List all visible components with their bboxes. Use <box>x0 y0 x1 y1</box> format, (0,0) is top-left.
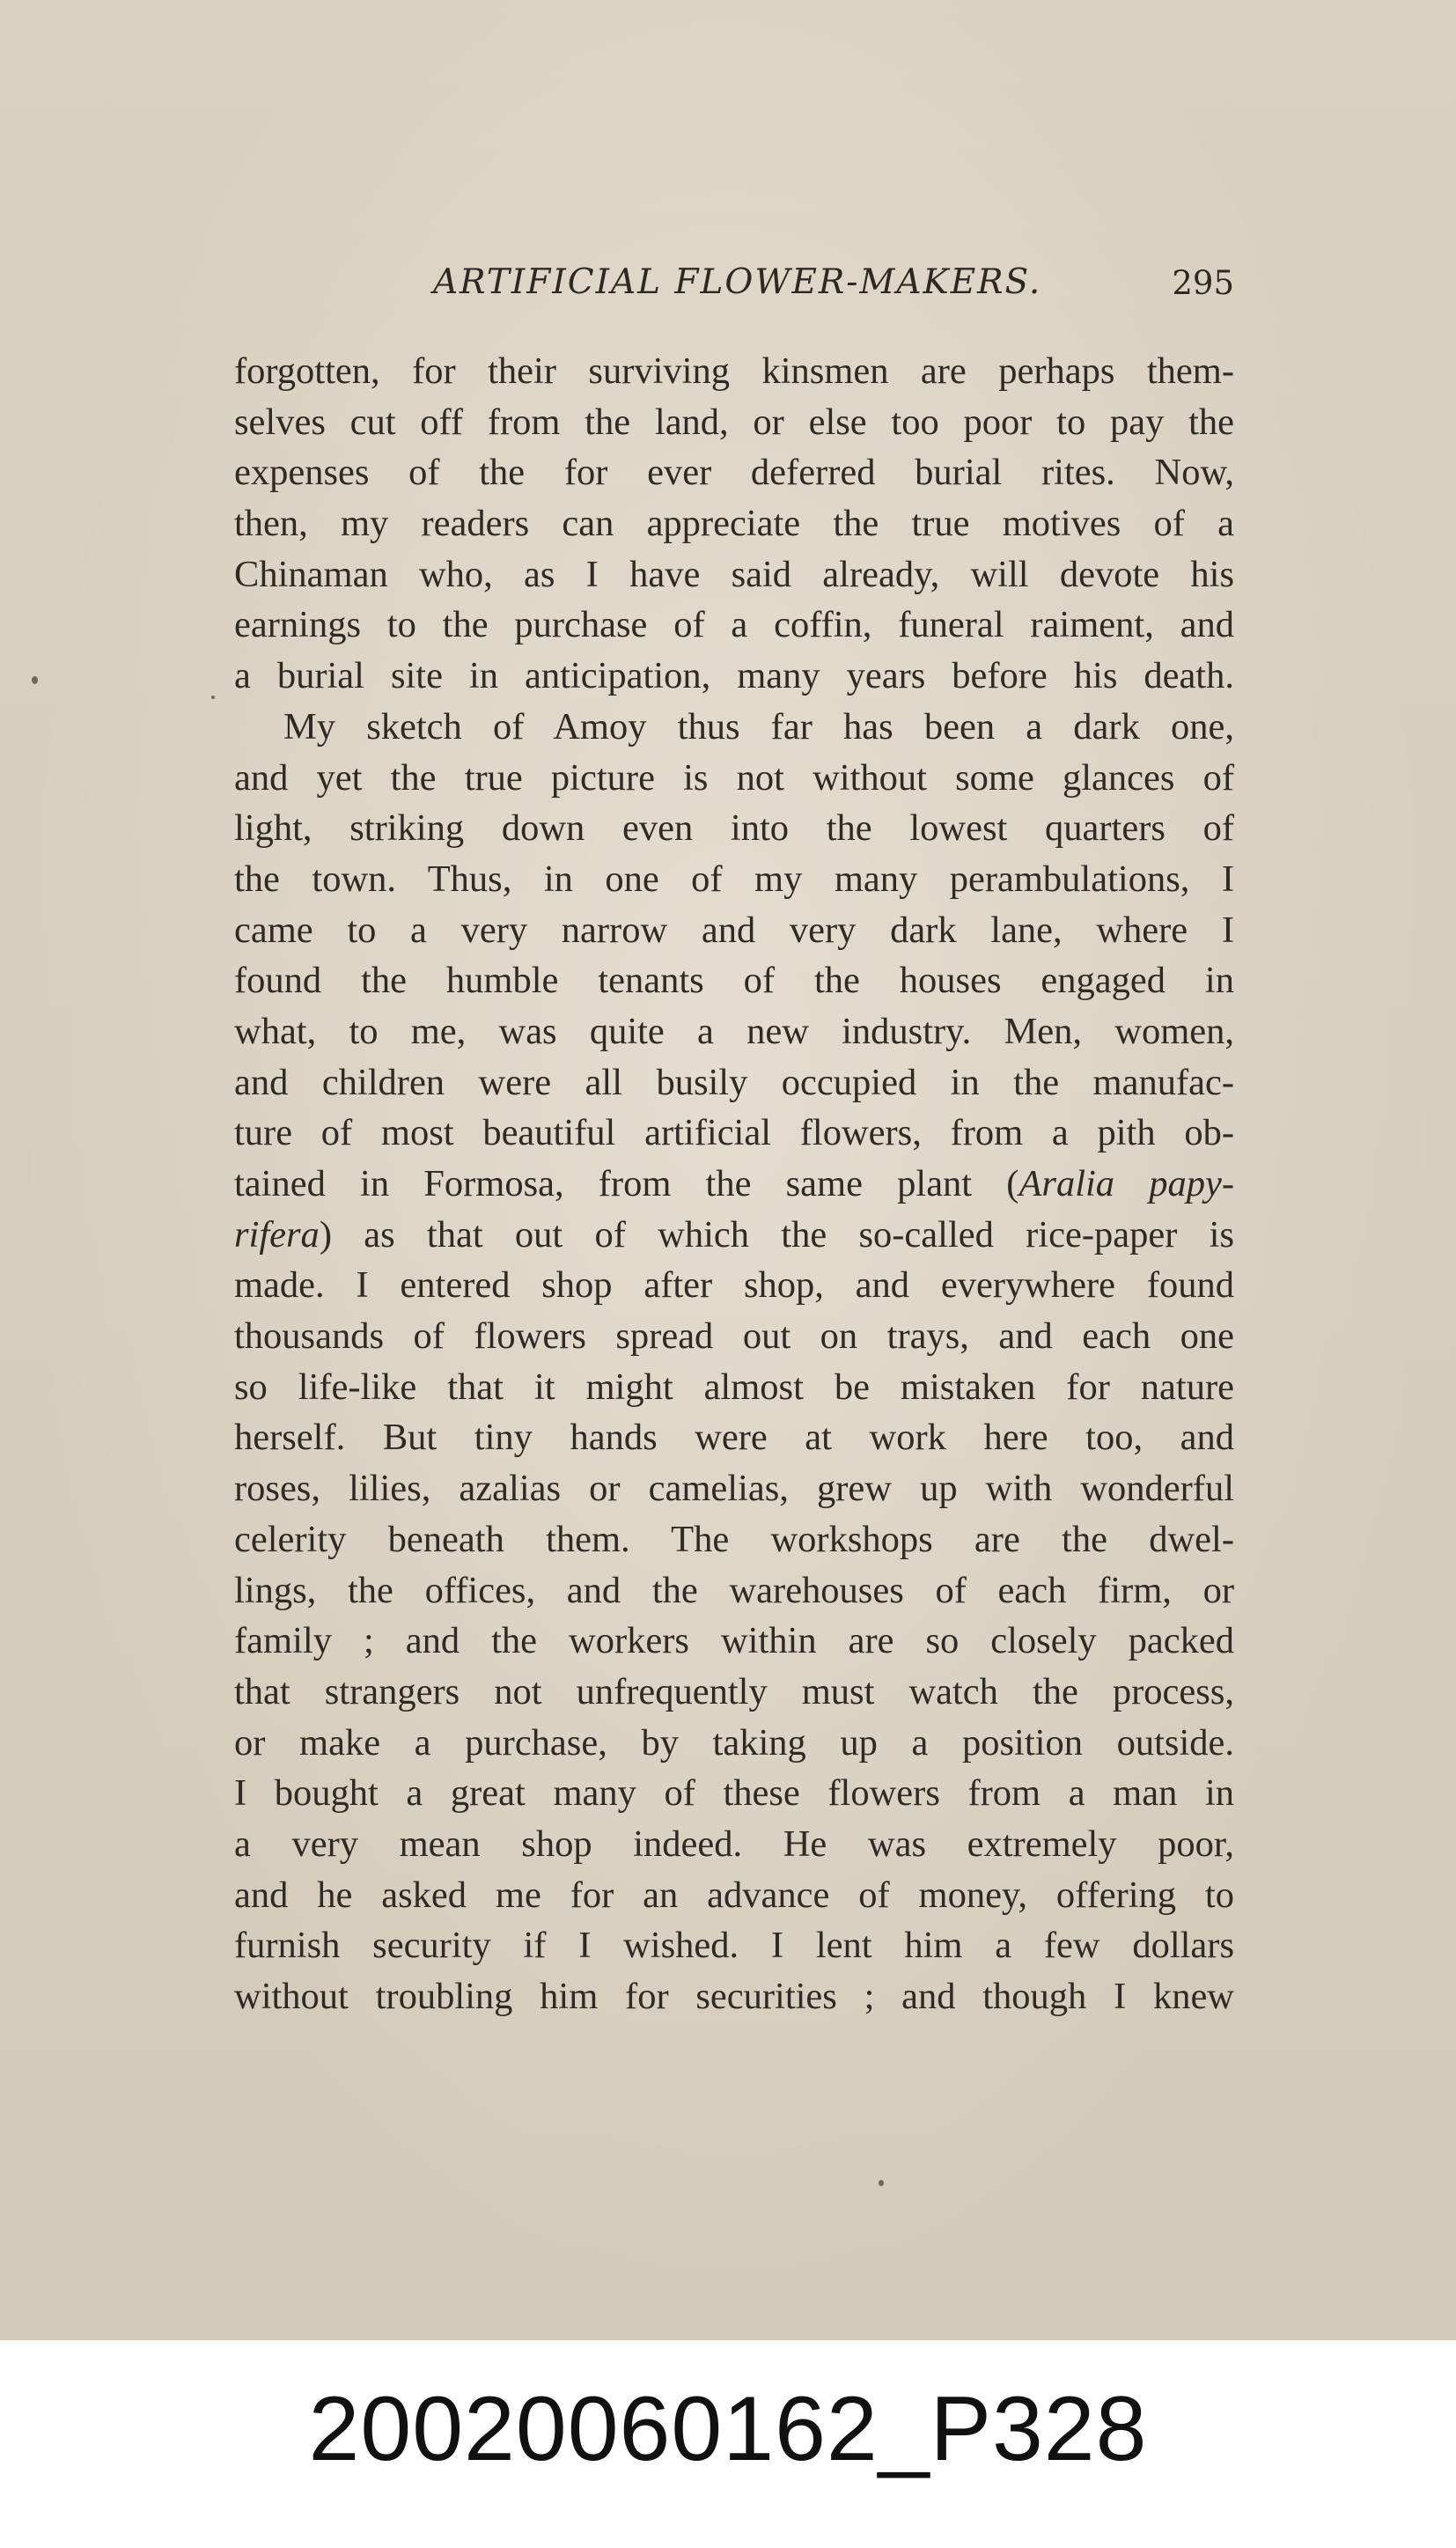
text-segment: earnings to the purchase of a coffin, funeral raiment, and <box>234 604 1234 646</box>
text-line <box>234 346 1234 397</box>
paper-speck <box>879 2180 884 2186</box>
text-line <box>234 854 1234 905</box>
text-segment: thousands of flowers spread out on trays, and each one <box>234 1315 1234 1358</box>
text-line <box>234 1108 1234 1159</box>
text-segment: Chinaman who, as I have said already, will devote his <box>234 553 1234 595</box>
text-segment: made. I entered shop after shop, and everywhere found <box>234 1264 1234 1307</box>
text-segment: came to a very narrow and very dark lane, where I <box>234 909 1234 951</box>
text-segment: tained in Formosa, from the same plant ( <box>234 1163 1019 1204</box>
paper-speck <box>211 696 215 699</box>
text-segment: without troubling him for securities ; and though I knew <box>234 1976 1234 2017</box>
text-line <box>234 1718 1234 1769</box>
page-number: 295 <box>1172 264 1234 302</box>
scan-identifier-label: 20020060162_P328 <box>308 2378 1148 2480</box>
text-line <box>234 955 1234 1006</box>
text-segment: family ; and the workers within are so closely packed <box>234 1620 1234 1662</box>
text-segment: forgotten, for their surviving kinsmen are perhaps them- <box>234 350 1234 392</box>
text-segment: what, to me, was quite a new industry. Men, women, <box>234 1010 1234 1052</box>
text-line <box>234 1210 1234 1261</box>
text-line <box>234 1159 1234 1210</box>
text-segment: celerity beneath them. The workshops are the dwel- <box>234 1518 1234 1560</box>
text-segment: ) as that out of which the so-called rice-paper is <box>319 1213 1234 1256</box>
text-line <box>234 1565 1234 1616</box>
text-line <box>234 1920 1234 1971</box>
text-line <box>234 702 1234 753</box>
text-segment: a very mean shop indeed. He was extremely poor, <box>234 1823 1234 1865</box>
text-line <box>234 447 1234 498</box>
italic-text-segment: Aralia papy- <box>1018 1163 1234 1204</box>
text-line <box>234 1870 1234 1921</box>
text-segment: lings, the offices, and the warehouses of each firm, or <box>234 1569 1234 1611</box>
text-line <box>234 1971 1234 2022</box>
italic-text-segment: rifera <box>234 1213 320 1256</box>
text-line <box>234 1616 1234 1667</box>
text-line <box>234 1412 1234 1463</box>
text-segment: then, my readers can appreciate the true motives of a <box>234 503 1234 545</box>
running-head <box>234 262 1234 315</box>
running-title: ARTIFICIAL FLOWER-MAKERS. <box>433 262 1042 302</box>
text-line <box>234 1311 1234 1362</box>
text-segment: or make a purchase, by taking up a position outside. <box>234 1721 1234 1764</box>
text-segment: roses, lilies, azalias or camelias, grew up with wonderful <box>234 1468 1234 1510</box>
text-segment: that strangers not unfrequently must watch the process, <box>234 1670 1234 1712</box>
text-line <box>234 753 1234 804</box>
text-line <box>234 1006 1234 1057</box>
text-segment: found the humble tenants of the houses engaged in <box>234 960 1234 1002</box>
text-line <box>234 1768 1234 1819</box>
text-line <box>234 905 1234 956</box>
text-line <box>234 1362 1234 1413</box>
paper-speck <box>32 676 38 684</box>
text-line <box>234 1667 1234 1718</box>
text-segment: light, striking down even into the lowest quarters of <box>234 807 1234 850</box>
text-line <box>234 600 1234 651</box>
text-segment: herself. But tiny hands were at work here too, and <box>234 1417 1234 1459</box>
text-segment: a burial site in anticipation, many years before his death. <box>234 655 1234 697</box>
text-line <box>234 803 1234 854</box>
text-line <box>234 1463 1234 1514</box>
text-segment: and yet the true picture is not without some glances of <box>234 756 1234 799</box>
text-segment: My sketch of Amoy thus far has been a dark one, <box>283 705 1234 747</box>
text-line <box>234 1057 1234 1108</box>
text-line <box>234 397 1234 448</box>
text-line <box>234 1260 1234 1311</box>
body-text <box>234 346 1234 2022</box>
text-segment: and he asked me for an advance of money, offering to <box>234 1874 1234 1916</box>
text-segment: selves cut off from the land, or else too poor to pay the <box>234 401 1234 443</box>
text-segment: furnish security if I wished. I lent him a few dollars <box>234 1925 1234 1967</box>
text-line <box>234 549 1234 600</box>
text-line <box>234 498 1234 549</box>
text-segment: I bought a great many of these flowers from a man in <box>234 1772 1234 1815</box>
text-segment: so life-like that it might almost be mistaken for nature <box>234 1366 1234 1408</box>
text-line <box>234 1819 1234 1870</box>
text-segment: expenses of the for ever deferred burial rites. Now, <box>234 452 1234 494</box>
text-segment: the town. Thus, in one of my many perambulations, I <box>234 858 1234 900</box>
text-segment: and children were all busily occupied in the manufac- <box>234 1061 1234 1103</box>
text-line <box>234 1514 1234 1565</box>
text-line <box>234 651 1234 702</box>
text-segment: ture of most beautiful artificial flowers, from a pith ob- <box>234 1112 1234 1154</box>
